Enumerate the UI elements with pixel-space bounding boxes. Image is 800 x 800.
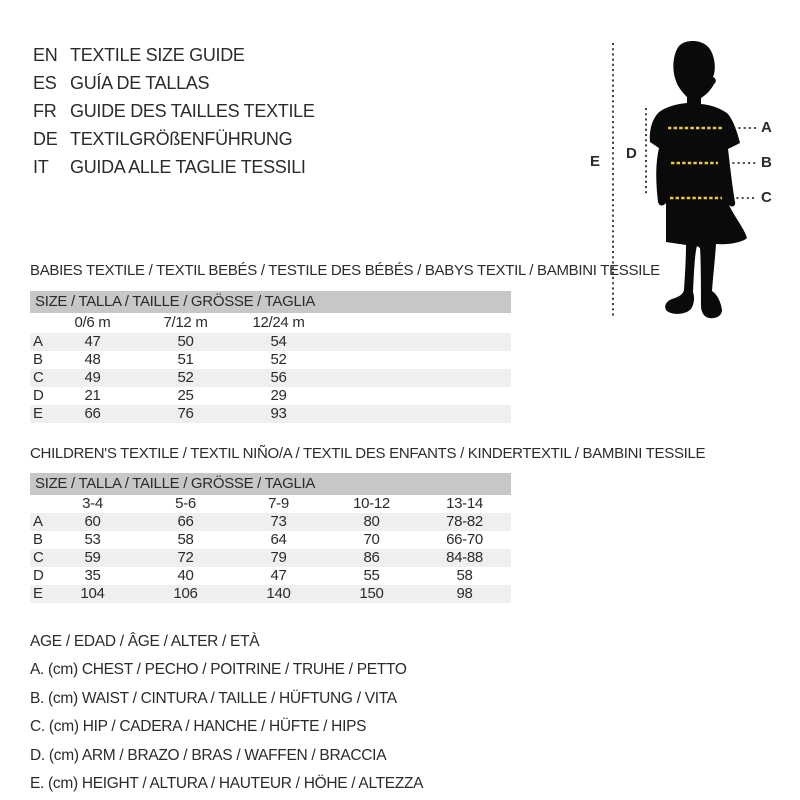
cell-value: 80 bbox=[363, 513, 380, 530]
table-row bbox=[30, 531, 511, 549]
table-row bbox=[30, 585, 511, 603]
table-row bbox=[30, 567, 511, 585]
cell-value: 64 bbox=[270, 531, 287, 548]
table-row bbox=[30, 405, 511, 423]
cell-value: 84-88 bbox=[446, 549, 483, 566]
lang-row-it bbox=[33, 153, 315, 181]
cell-value: 98 bbox=[456, 585, 473, 602]
cell-value: 58 bbox=[177, 531, 194, 548]
child-silhouette bbox=[650, 41, 747, 318]
column-header: 10-12 bbox=[353, 495, 390, 512]
cell-value: 60 bbox=[84, 513, 101, 530]
legend-arm: D. (cm) ARM / BRAZO / BRAS / WAFFEN / BRACCIA bbox=[30, 746, 387, 764]
lang-row-en bbox=[33, 41, 315, 69]
babies-column-header-row bbox=[30, 313, 511, 333]
lang-title: GUIDE DES TAILLES TEXTILE bbox=[70, 101, 315, 121]
measure-label-height: E bbox=[590, 153, 600, 170]
babies-section-title: BABIES TEXTILE / TEXTIL BEBÉS / TESTILE DES BÉBÉS / BABYS TEXTIL / BAMBINI TESSILE bbox=[30, 262, 660, 279]
table-row bbox=[30, 369, 511, 387]
cell-value: 47 bbox=[270, 567, 287, 584]
cell-value: 25 bbox=[177, 387, 194, 404]
cell-value: 150 bbox=[359, 585, 384, 602]
cell-value: 79 bbox=[270, 549, 287, 566]
legend-chest: A. (cm) CHEST / PECHO / POITRINE / TRUHE / PETTO bbox=[30, 661, 407, 679]
lang-row-es bbox=[33, 69, 315, 97]
corner-cell bbox=[30, 495, 46, 513]
measure-label-chest: A bbox=[761, 119, 772, 136]
row-label: B bbox=[33, 531, 43, 548]
cell-value: 140 bbox=[266, 585, 291, 602]
row-label: A bbox=[33, 333, 43, 350]
children-section-title: CHILDREN'S TEXTILE / TEXTIL NIÑO/A / TEXTIL DES ENFANTS / KINDERTEXTIL / BAMBINI TESSILE bbox=[30, 445, 706, 462]
child-silhouette-diagram bbox=[580, 25, 795, 325]
cell-value: 66-70 bbox=[446, 531, 483, 548]
cell-value: 52 bbox=[270, 351, 287, 368]
column-header: 0/6 m bbox=[74, 314, 111, 331]
cell-value: 66 bbox=[84, 405, 101, 422]
lang-code: FR bbox=[33, 101, 57, 121]
cell-value: 76 bbox=[177, 405, 194, 422]
lang-code: ES bbox=[33, 73, 57, 93]
measurement-legend bbox=[30, 628, 423, 798]
cell-value: 35 bbox=[84, 567, 101, 584]
lang-row-fr bbox=[33, 97, 315, 125]
column-header: 3-4 bbox=[82, 495, 103, 512]
row-label: C bbox=[33, 549, 44, 566]
cell-value: 55 bbox=[363, 567, 380, 584]
lang-title: TEXTILGRÖßENFÜHRUNG bbox=[70, 129, 293, 149]
row-label: D bbox=[33, 567, 44, 584]
cell-value: 59 bbox=[84, 549, 101, 566]
children-column-header-row bbox=[30, 495, 511, 513]
row-label: C bbox=[33, 369, 44, 386]
cell-value: 29 bbox=[270, 387, 287, 404]
table-row bbox=[30, 513, 511, 531]
cell-value: 54 bbox=[270, 333, 287, 350]
cell-value: 66 bbox=[177, 513, 194, 530]
column-header: 7-9 bbox=[268, 495, 289, 512]
legend-waist: B. (cm) WAIST / CINTURA / TAILLE / HÜFTUNG / VITA bbox=[30, 689, 397, 707]
legend-age: AGE / EDAD / ÂGE / ALTER / ETÀ bbox=[30, 633, 260, 650]
lang-title: GUÍA DE TALLAS bbox=[70, 73, 210, 93]
cell-value: 50 bbox=[177, 333, 194, 350]
column-header: 13-14 bbox=[446, 495, 483, 512]
lang-code: EN bbox=[33, 45, 58, 65]
lang-row-de bbox=[33, 125, 315, 153]
column-header: 5-6 bbox=[175, 495, 196, 512]
cell-value: 47 bbox=[84, 333, 101, 350]
cell-value: 49 bbox=[84, 369, 101, 386]
measure-label-waist: B bbox=[761, 154, 772, 171]
cell-value: 21 bbox=[84, 387, 101, 404]
cell-value: 53 bbox=[84, 531, 101, 548]
cell-value: 51 bbox=[177, 351, 194, 368]
lang-title: TEXTILE SIZE GUIDE bbox=[70, 45, 245, 65]
babies-size-table bbox=[30, 291, 511, 423]
row-label: D bbox=[33, 387, 44, 404]
cell-value: 104 bbox=[80, 585, 105, 602]
table-row bbox=[30, 333, 511, 351]
cell-value: 86 bbox=[363, 549, 380, 566]
cell-value: 73 bbox=[270, 513, 287, 530]
size-header-bar: SIZE / TALLA / TAILLE / GRÖSSE / TAGLIA bbox=[30, 291, 511, 313]
column-header: 7/12 m bbox=[163, 314, 208, 331]
row-label: A bbox=[33, 513, 43, 530]
table-row bbox=[30, 351, 511, 369]
measure-label-hip: C bbox=[761, 189, 772, 206]
table-row bbox=[30, 549, 511, 567]
cell-value: 40 bbox=[177, 567, 194, 584]
table-row bbox=[30, 387, 511, 405]
measure-label-arm: D bbox=[626, 145, 637, 162]
cell-value: 70 bbox=[363, 531, 380, 548]
cell-value: 58 bbox=[456, 567, 473, 584]
row-label: B bbox=[33, 351, 43, 368]
cell-value: 48 bbox=[84, 351, 101, 368]
children-size-table bbox=[30, 473, 511, 603]
language-title-list bbox=[33, 41, 315, 181]
lang-title: GUIDA ALLE TAGLIE TESSILI bbox=[70, 157, 306, 177]
cell-value: 56 bbox=[270, 369, 287, 386]
column-header: 12/24 m bbox=[252, 314, 305, 331]
cell-value: 72 bbox=[177, 549, 194, 566]
cell-value: 106 bbox=[173, 585, 198, 602]
row-label: E bbox=[33, 585, 43, 602]
lang-code: IT bbox=[33, 157, 49, 177]
legend-height: E. (cm) HEIGHT / ALTURA / HAUTEUR / HÖHE / ALTEZZA bbox=[30, 775, 424, 793]
cell-value: 52 bbox=[177, 369, 194, 386]
cell-value: 78-82 bbox=[446, 513, 483, 530]
corner-cell bbox=[30, 313, 46, 333]
lang-code: DE bbox=[33, 129, 58, 149]
size-header-bar: SIZE / TALLA / TAILLE / GRÖSSE / TAGLIA bbox=[30, 473, 511, 495]
row-label: E bbox=[33, 405, 43, 422]
legend-hip: C. (cm) HIP / CADERA / HANCHE / HÜFTE / HIPS bbox=[30, 718, 367, 736]
cell-value: 93 bbox=[270, 405, 287, 422]
